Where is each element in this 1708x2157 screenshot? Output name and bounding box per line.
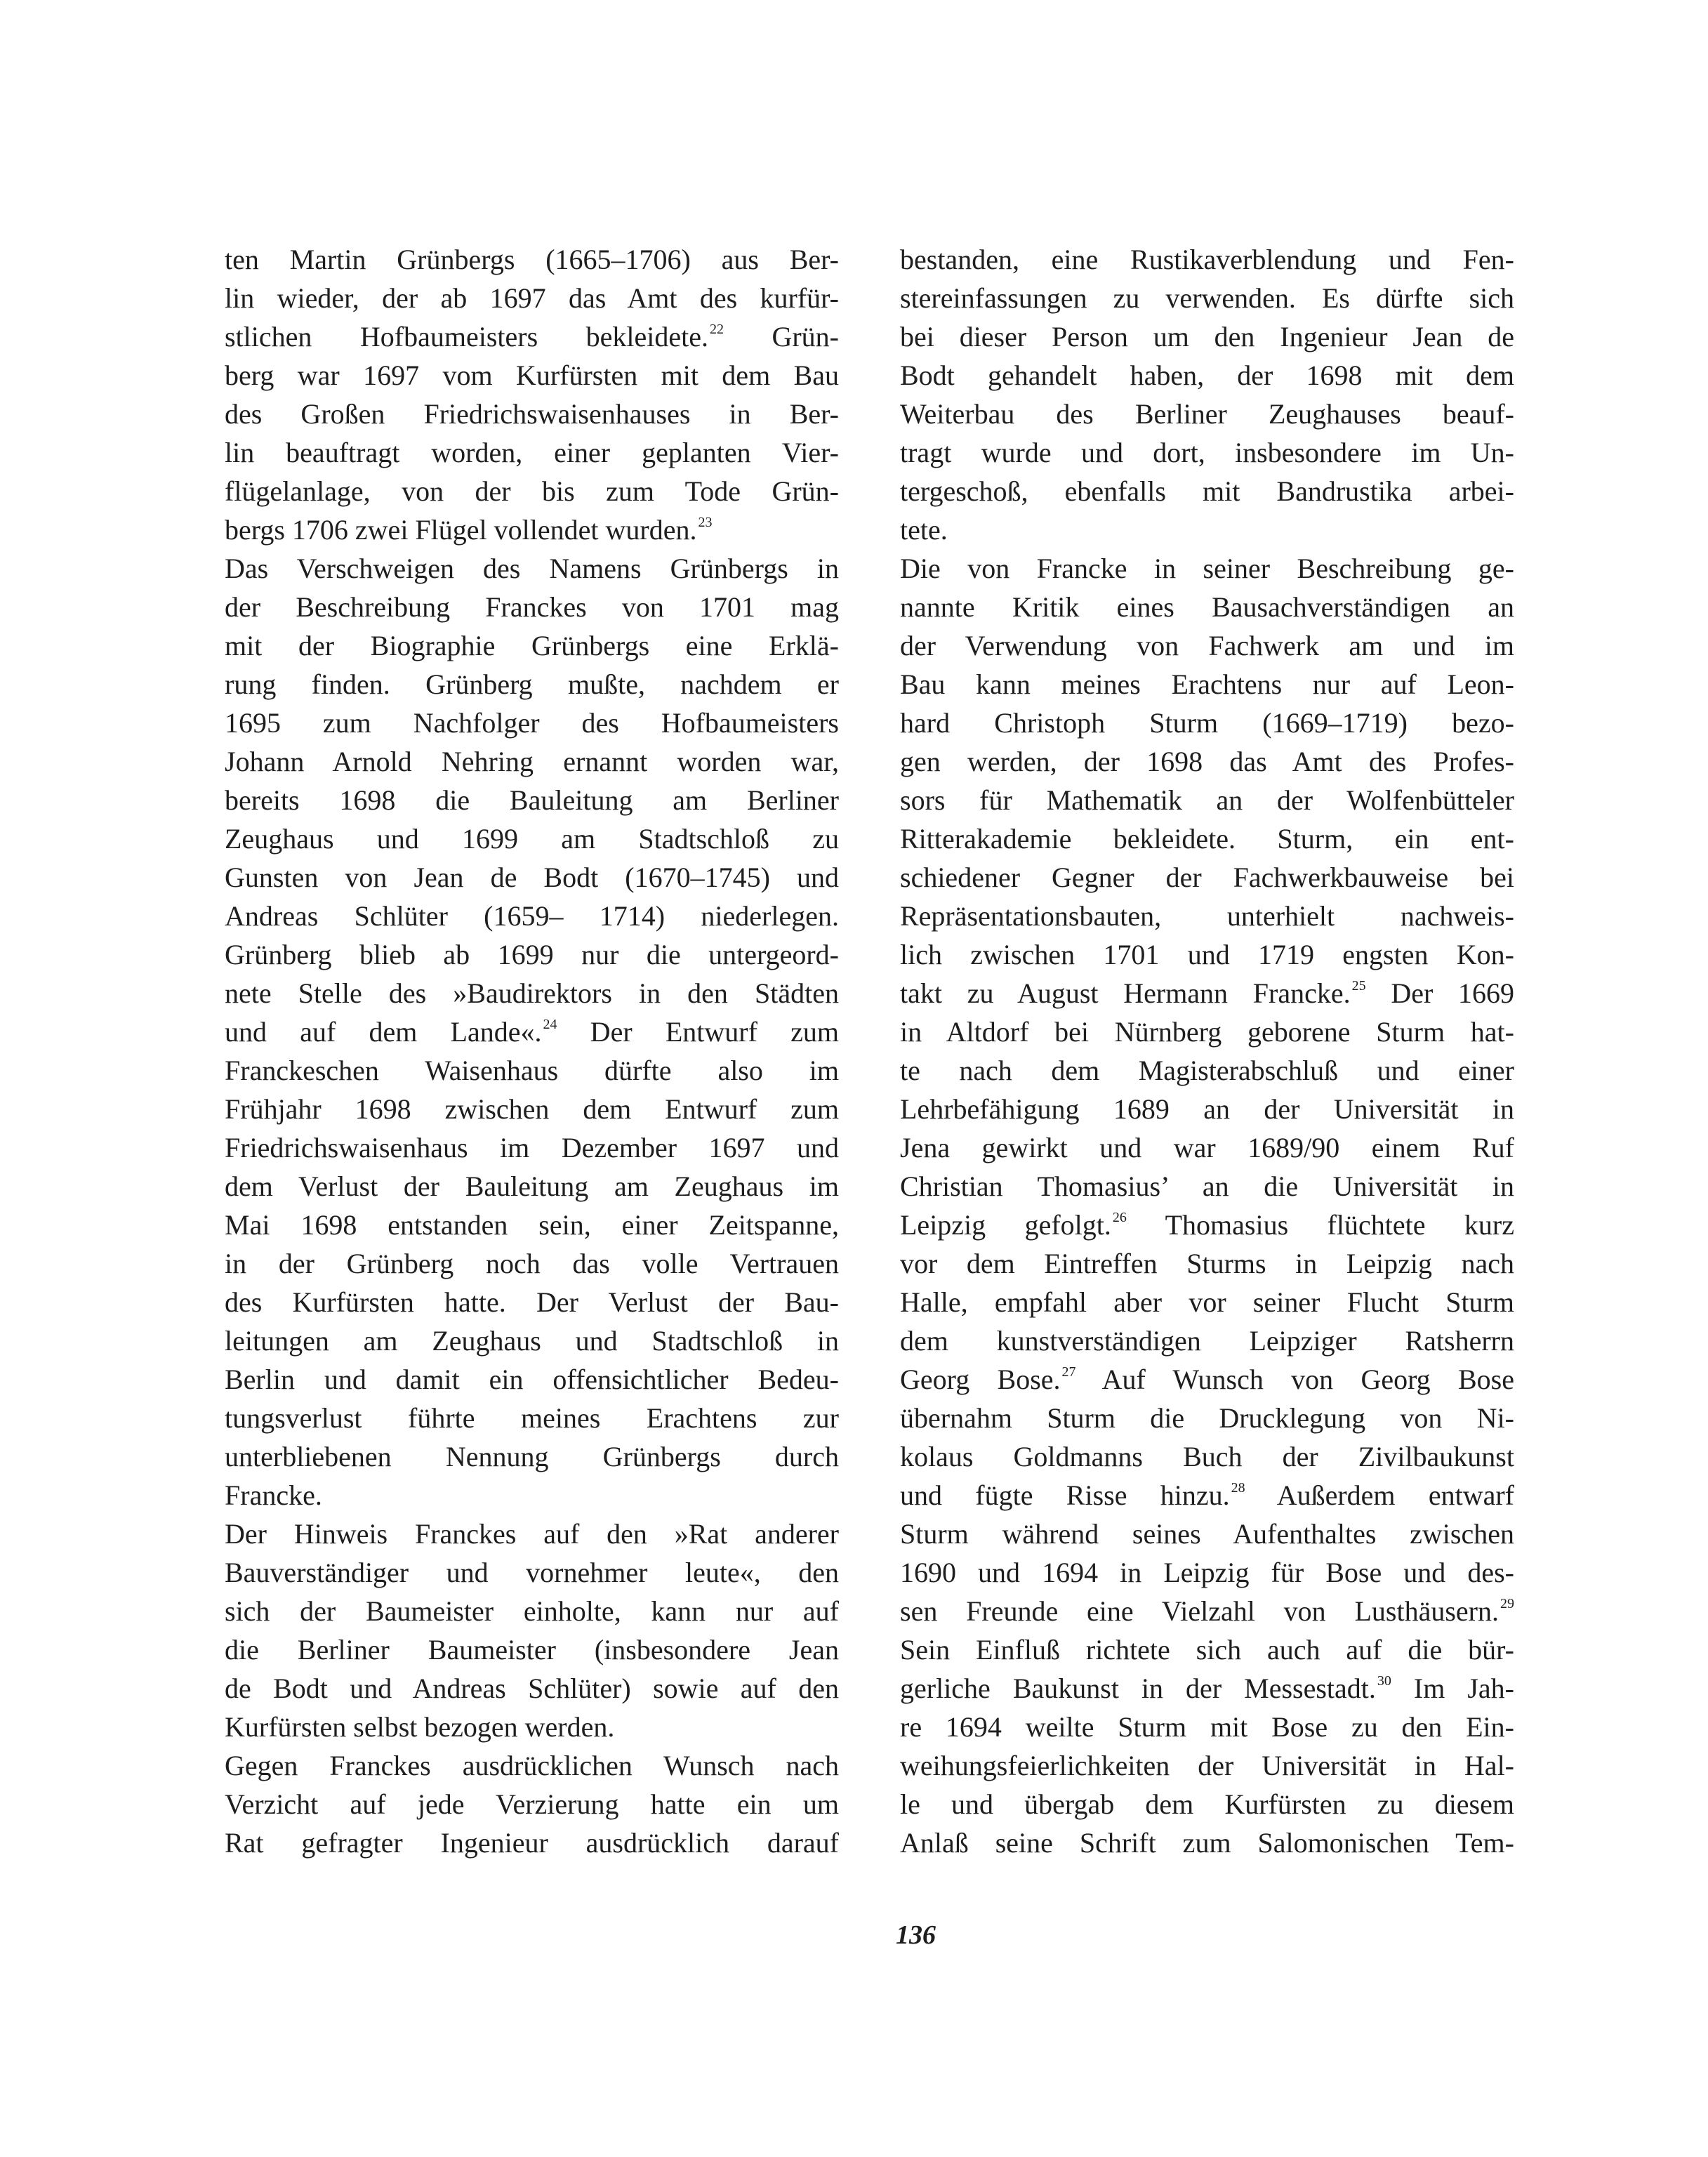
line-text: tragt wurde und dort, insbesondere im Un- — [900, 437, 1514, 468]
text-line — [900, 626, 1514, 665]
text-line — [900, 1167, 1514, 1206]
line-text: lin wieder, der ab 1697 das Amt des kurfür- — [225, 282, 839, 314]
line-text: Christian Thomasius’ an die Universität in — [900, 1170, 1514, 1202]
text-line — [225, 1128, 839, 1167]
text-line — [225, 781, 839, 819]
line-text: tergeschoß, ebenfalls mit Bandrustika arbei- — [900, 475, 1514, 507]
line-text-continued: Auf Wunsch von Georg Bose — [1075, 1364, 1514, 1395]
line-text: kolaus Goldmanns Buch der Zivilbaukunst — [900, 1441, 1514, 1472]
text-line — [225, 742, 839, 781]
page-number: 136 — [896, 1920, 936, 1950]
line-text: Sturm während seines Aufenthaltes zwischen — [900, 1518, 1514, 1550]
paragraph — [225, 1746, 839, 1862]
text-line — [225, 974, 839, 1012]
line-text: der Beschreibung Franckes von 1701 mag — [225, 591, 839, 623]
text-line — [900, 1128, 1514, 1167]
text-line — [225, 704, 839, 742]
line-text: unterbliebenen Nennung Grünbergs durch — [225, 1441, 839, 1472]
line-text: Der Hinweis Franckes auf den »Rat anderer — [225, 1518, 839, 1550]
line-text: Berlin und damit ein offensichtlicher Bedeu- — [225, 1364, 839, 1395]
text-line — [225, 1012, 839, 1051]
line-text: stlichen Hofbaumeisters bekleidete. — [225, 321, 708, 352]
line-text: rung finden. Grünberg mußte, nachdem er — [225, 668, 839, 700]
text-line — [225, 279, 839, 317]
line-text: de Bodt und Andreas Schlüter) sowie auf den — [225, 1673, 839, 1704]
text-line — [900, 858, 1514, 897]
line-text: Georg Bose. — [900, 1364, 1061, 1395]
line-text: Repräsentationsbauten, unterhielt nachweis- — [900, 900, 1514, 932]
line-text: übernahm Sturm die Drucklegung von Ni- — [900, 1402, 1514, 1434]
line-text: Halle, empfahl aber vor seiner Flucht Sturm — [900, 1286, 1514, 1318]
line-text: Sein Einfluß richtete sich auch auf die bür- — [900, 1634, 1514, 1665]
line-text: Bau kann meines Erachtens nur auf Leon- — [900, 668, 1514, 700]
line-text: und auf dem Lande«. — [225, 1016, 542, 1048]
text-line — [225, 317, 839, 356]
line-text: Weiterbau des Berliner Zeughauses beauf- — [900, 398, 1514, 430]
line-text: weihungsfeierlichkeiten der Universität in Hal- — [900, 1750, 1514, 1781]
footnote-reference: 23 — [698, 515, 713, 530]
line-text: Franckeschen Waisenhaus dürfte also im — [225, 1055, 839, 1086]
text-line — [900, 1708, 1514, 1746]
text-line — [900, 1399, 1514, 1437]
text-line — [225, 1283, 839, 1321]
text-line — [900, 935, 1514, 974]
line-text: tungsverlust führte meines Erachtens zur — [225, 1402, 839, 1434]
line-text: des Kurfürsten hatte. Der Verlust der Bau- — [225, 1286, 839, 1318]
text-line — [900, 1592, 1514, 1630]
line-text: Bodt gehandelt haben, der 1698 mit dem — [900, 360, 1514, 391]
text-line — [225, 1206, 839, 1244]
line-text: sich der Baumeister einholte, kann nur auf — [225, 1595, 839, 1627]
text-line — [225, 1244, 839, 1283]
line-text: des Großen Friedrichswaisenhauses in Ber- — [225, 398, 839, 430]
text-line — [225, 1553, 839, 1592]
line-text: flügelanlage, von der bis zum Tode Grün- — [225, 475, 839, 507]
line-text: Friedrichswaisenhaus im Dezember 1697 und — [225, 1132, 839, 1163]
line-text: Grünberg blieb ab 1699 nur die untergeord- — [225, 939, 839, 970]
text-line — [225, 1090, 839, 1128]
text-line — [900, 1515, 1514, 1553]
text-line — [225, 1630, 839, 1669]
text-line — [900, 510, 1514, 549]
line-text: bestanden, eine Rustikaverblendung und Fen- — [900, 244, 1514, 275]
line-text: nete Stelle des »Baudirektors in den Städten — [225, 977, 839, 1009]
text-line — [900, 240, 1514, 279]
line-text: Das Verschweigen des Namens Grünbergs in — [225, 553, 839, 584]
text-line — [225, 626, 839, 665]
line-text: berg war 1697 vom Kurfürsten mit dem Bau — [225, 360, 839, 391]
text-line — [225, 472, 839, 510]
text-line — [900, 588, 1514, 626]
line-text-continued: Grün- — [724, 321, 840, 352]
footnote-reference: 22 — [710, 322, 724, 337]
footnote-reference: 29 — [1500, 1596, 1514, 1611]
line-text: vor dem Eintreffen Sturms in Leipzig nach — [900, 1248, 1514, 1279]
paragraph — [900, 549, 1514, 1862]
footnote-reference: 24 — [543, 1017, 557, 1032]
line-text: Anlaß seine Schrift zum Salomonischen Tem- — [900, 1827, 1514, 1859]
line-text: sen Freunde eine Vielzahl von Lusthäusern. — [900, 1595, 1499, 1627]
text-line — [225, 1321, 839, 1360]
line-text: bereits 1698 die Bauleitung am Berliner — [225, 784, 839, 816]
line-text: in der Grünberg noch das volle Vertrauen — [225, 1248, 839, 1279]
line-text-continued: Thomasius flüchtete kurz — [1126, 1209, 1515, 1241]
text-line — [900, 356, 1514, 395]
text-line — [225, 1669, 839, 1708]
line-text: Johann Arnold Nehring ernannt worden war, — [225, 746, 839, 777]
paragraph — [225, 240, 839, 549]
line-text: der Verwendung von Fachwerk am und im — [900, 630, 1514, 661]
text-line — [900, 472, 1514, 510]
text-line — [900, 1476, 1514, 1515]
footnote-reference: 28 — [1231, 1480, 1245, 1496]
text-line — [225, 897, 839, 935]
line-text: Francke. — [225, 1479, 322, 1511]
line-text: gen werden, der 1698 das Amt des Profes- — [900, 746, 1514, 777]
text-line — [225, 665, 839, 704]
line-text: bergs 1706 zwei Flügel vollendet wurden. — [225, 514, 697, 546]
line-text: Rat gefragter Ingenieur ausdrücklich darauf — [225, 1827, 839, 1859]
footnote-reference: 30 — [1377, 1673, 1391, 1689]
line-text: schiedener Gegner der Fachwerkbauweise bei — [900, 862, 1514, 893]
line-text: Ritterakademie bekleidete. Sturm, ein ent- — [900, 823, 1514, 855]
text-line — [900, 1785, 1514, 1823]
line-text: Lehrbefähigung 1689 an der Universität in — [900, 1093, 1514, 1125]
line-text: tete. — [900, 514, 948, 546]
text-line — [225, 819, 839, 858]
line-text: le und übergab dem Kurfürsten zu diesem — [900, 1788, 1514, 1820]
text-line — [225, 1437, 839, 1476]
text-line — [900, 897, 1514, 935]
line-text: Gegen Franckes ausdrücklichen Wunsch nach — [225, 1750, 839, 1781]
text-line — [225, 433, 839, 472]
text-line — [225, 1167, 839, 1206]
text-line — [900, 1090, 1514, 1128]
text-line — [900, 819, 1514, 858]
line-text: nannte Kritik eines Bausachverständigen an — [900, 591, 1514, 623]
line-text: 1695 zum Nachfolger des Hofbaumeisters — [225, 707, 839, 739]
line-text: gerliche Baukunst in der Messestadt. — [900, 1673, 1376, 1704]
line-text: dem kunstverständigen Leipziger Ratsherrn — [900, 1325, 1514, 1357]
text-line — [900, 395, 1514, 433]
line-text: Verzicht auf jede Verzierung hatte ein um — [225, 1788, 839, 1820]
text-line — [225, 588, 839, 626]
line-text: Andreas Schlüter (1659– 1714) niederlegen. — [225, 900, 839, 932]
line-text: Kurfürsten selbst bezogen werden. — [225, 1711, 615, 1743]
text-line — [900, 1669, 1514, 1708]
line-text: 1690 und 1694 in Leipzig für Bose und des- — [900, 1557, 1514, 1588]
text-line — [225, 240, 839, 279]
text-line — [900, 781, 1514, 819]
line-text: stereinfassungen zu verwenden. Es dürfte sich — [900, 282, 1514, 314]
line-text: lich zwischen 1701 und 1719 engsten Kon- — [900, 939, 1514, 970]
line-text-continued: Der 1669 — [1365, 977, 1514, 1009]
text-line — [900, 665, 1514, 704]
line-text: Die von Francke in seiner Beschreibung ge- — [900, 553, 1514, 584]
footnote-reference: 26 — [1112, 1210, 1127, 1225]
line-text: hard Christoph Sturm (1669–1719) bezo- — [900, 707, 1514, 739]
line-text: und fügte Risse hinzu. — [900, 1479, 1230, 1511]
paragraph — [900, 240, 1514, 549]
line-text: Zeughaus und 1699 am Stadtschloß zu — [225, 823, 839, 855]
text-line — [900, 704, 1514, 742]
footnote-reference: 27 — [1061, 1364, 1076, 1380]
text-line — [225, 510, 839, 549]
text-line — [900, 279, 1514, 317]
line-text: lin beauftragt worden, einer geplanten Vier- — [225, 437, 839, 468]
text-line — [225, 1515, 839, 1553]
text-line — [225, 1360, 839, 1399]
right-text-column — [900, 240, 1514, 1862]
line-text-continued: Im Jah- — [1391, 1673, 1514, 1704]
text-line — [225, 1592, 839, 1630]
footnote-reference: 25 — [1351, 978, 1366, 994]
text-line — [225, 1708, 839, 1746]
text-line — [225, 1051, 839, 1090]
text-line — [900, 1630, 1514, 1669]
paragraph — [225, 1515, 839, 1746]
line-text: die Berliner Baumeister (insbesondere Jean — [225, 1634, 839, 1665]
line-text: dem Verlust der Bauleitung am Zeughaus im — [225, 1170, 839, 1202]
line-text: re 1694 weilte Sturm mit Bose zu den Ein- — [900, 1711, 1514, 1743]
text-line — [900, 1360, 1514, 1399]
line-text: Leipzig gefolgt. — [900, 1209, 1111, 1241]
text-line — [225, 549, 839, 588]
line-text: takt zu August Hermann Francke. — [900, 977, 1351, 1009]
text-line — [900, 1051, 1514, 1090]
text-line — [900, 1283, 1514, 1321]
line-text-continued: Der Entwurf zum — [557, 1016, 839, 1048]
text-line — [225, 1399, 839, 1437]
text-line — [900, 317, 1514, 356]
text-line — [225, 1785, 839, 1823]
line-text: ten Martin Grünbergs (1665–1706) aus Ber- — [225, 244, 839, 275]
text-line — [900, 1823, 1514, 1862]
line-text: Frühjahr 1698 zwischen dem Entwurf zum — [225, 1093, 839, 1125]
text-line — [225, 935, 839, 974]
text-line — [900, 433, 1514, 472]
text-line — [900, 974, 1514, 1012]
text-line — [225, 858, 839, 897]
text-line — [900, 549, 1514, 588]
line-text: sors für Mathematik an der Wolfenbütteler — [900, 784, 1514, 816]
text-line — [900, 1553, 1514, 1592]
line-text: bei dieser Person um den Ingenieur Jean de — [900, 321, 1514, 352]
text-line — [225, 1746, 839, 1785]
text-line — [225, 356, 839, 395]
line-text: leitungen am Zeughaus und Stadtschloß in — [225, 1325, 839, 1357]
text-line — [225, 395, 839, 433]
left-text-column — [225, 240, 839, 1862]
text-line — [900, 1746, 1514, 1785]
line-text: te nach dem Magisterabschluß und einer — [900, 1055, 1514, 1086]
line-text: Bauverständiger und vornehmer leute«, den — [225, 1557, 839, 1588]
text-line — [900, 742, 1514, 781]
text-line — [225, 1823, 839, 1862]
text-line — [225, 1476, 839, 1515]
line-text-continued: Außerdem entwarf — [1245, 1479, 1514, 1511]
line-text: Gunsten von Jean de Bodt (1670–1745) und — [225, 862, 839, 893]
text-line — [900, 1437, 1514, 1476]
line-text: in Altdorf bei Nürnberg geborene Sturm hat- — [900, 1016, 1514, 1048]
paragraph — [225, 549, 839, 1515]
text-line — [900, 1012, 1514, 1051]
text-line — [900, 1206, 1514, 1244]
text-line — [900, 1244, 1514, 1283]
text-line — [900, 1321, 1514, 1360]
line-text: mit der Biographie Grünbergs eine Erklä- — [225, 630, 839, 661]
line-text: Jena gewirkt und war 1689/90 einem Ruf — [900, 1132, 1514, 1163]
line-text: Mai 1698 entstanden sein, einer Zeitspanne, — [225, 1209, 839, 1241]
